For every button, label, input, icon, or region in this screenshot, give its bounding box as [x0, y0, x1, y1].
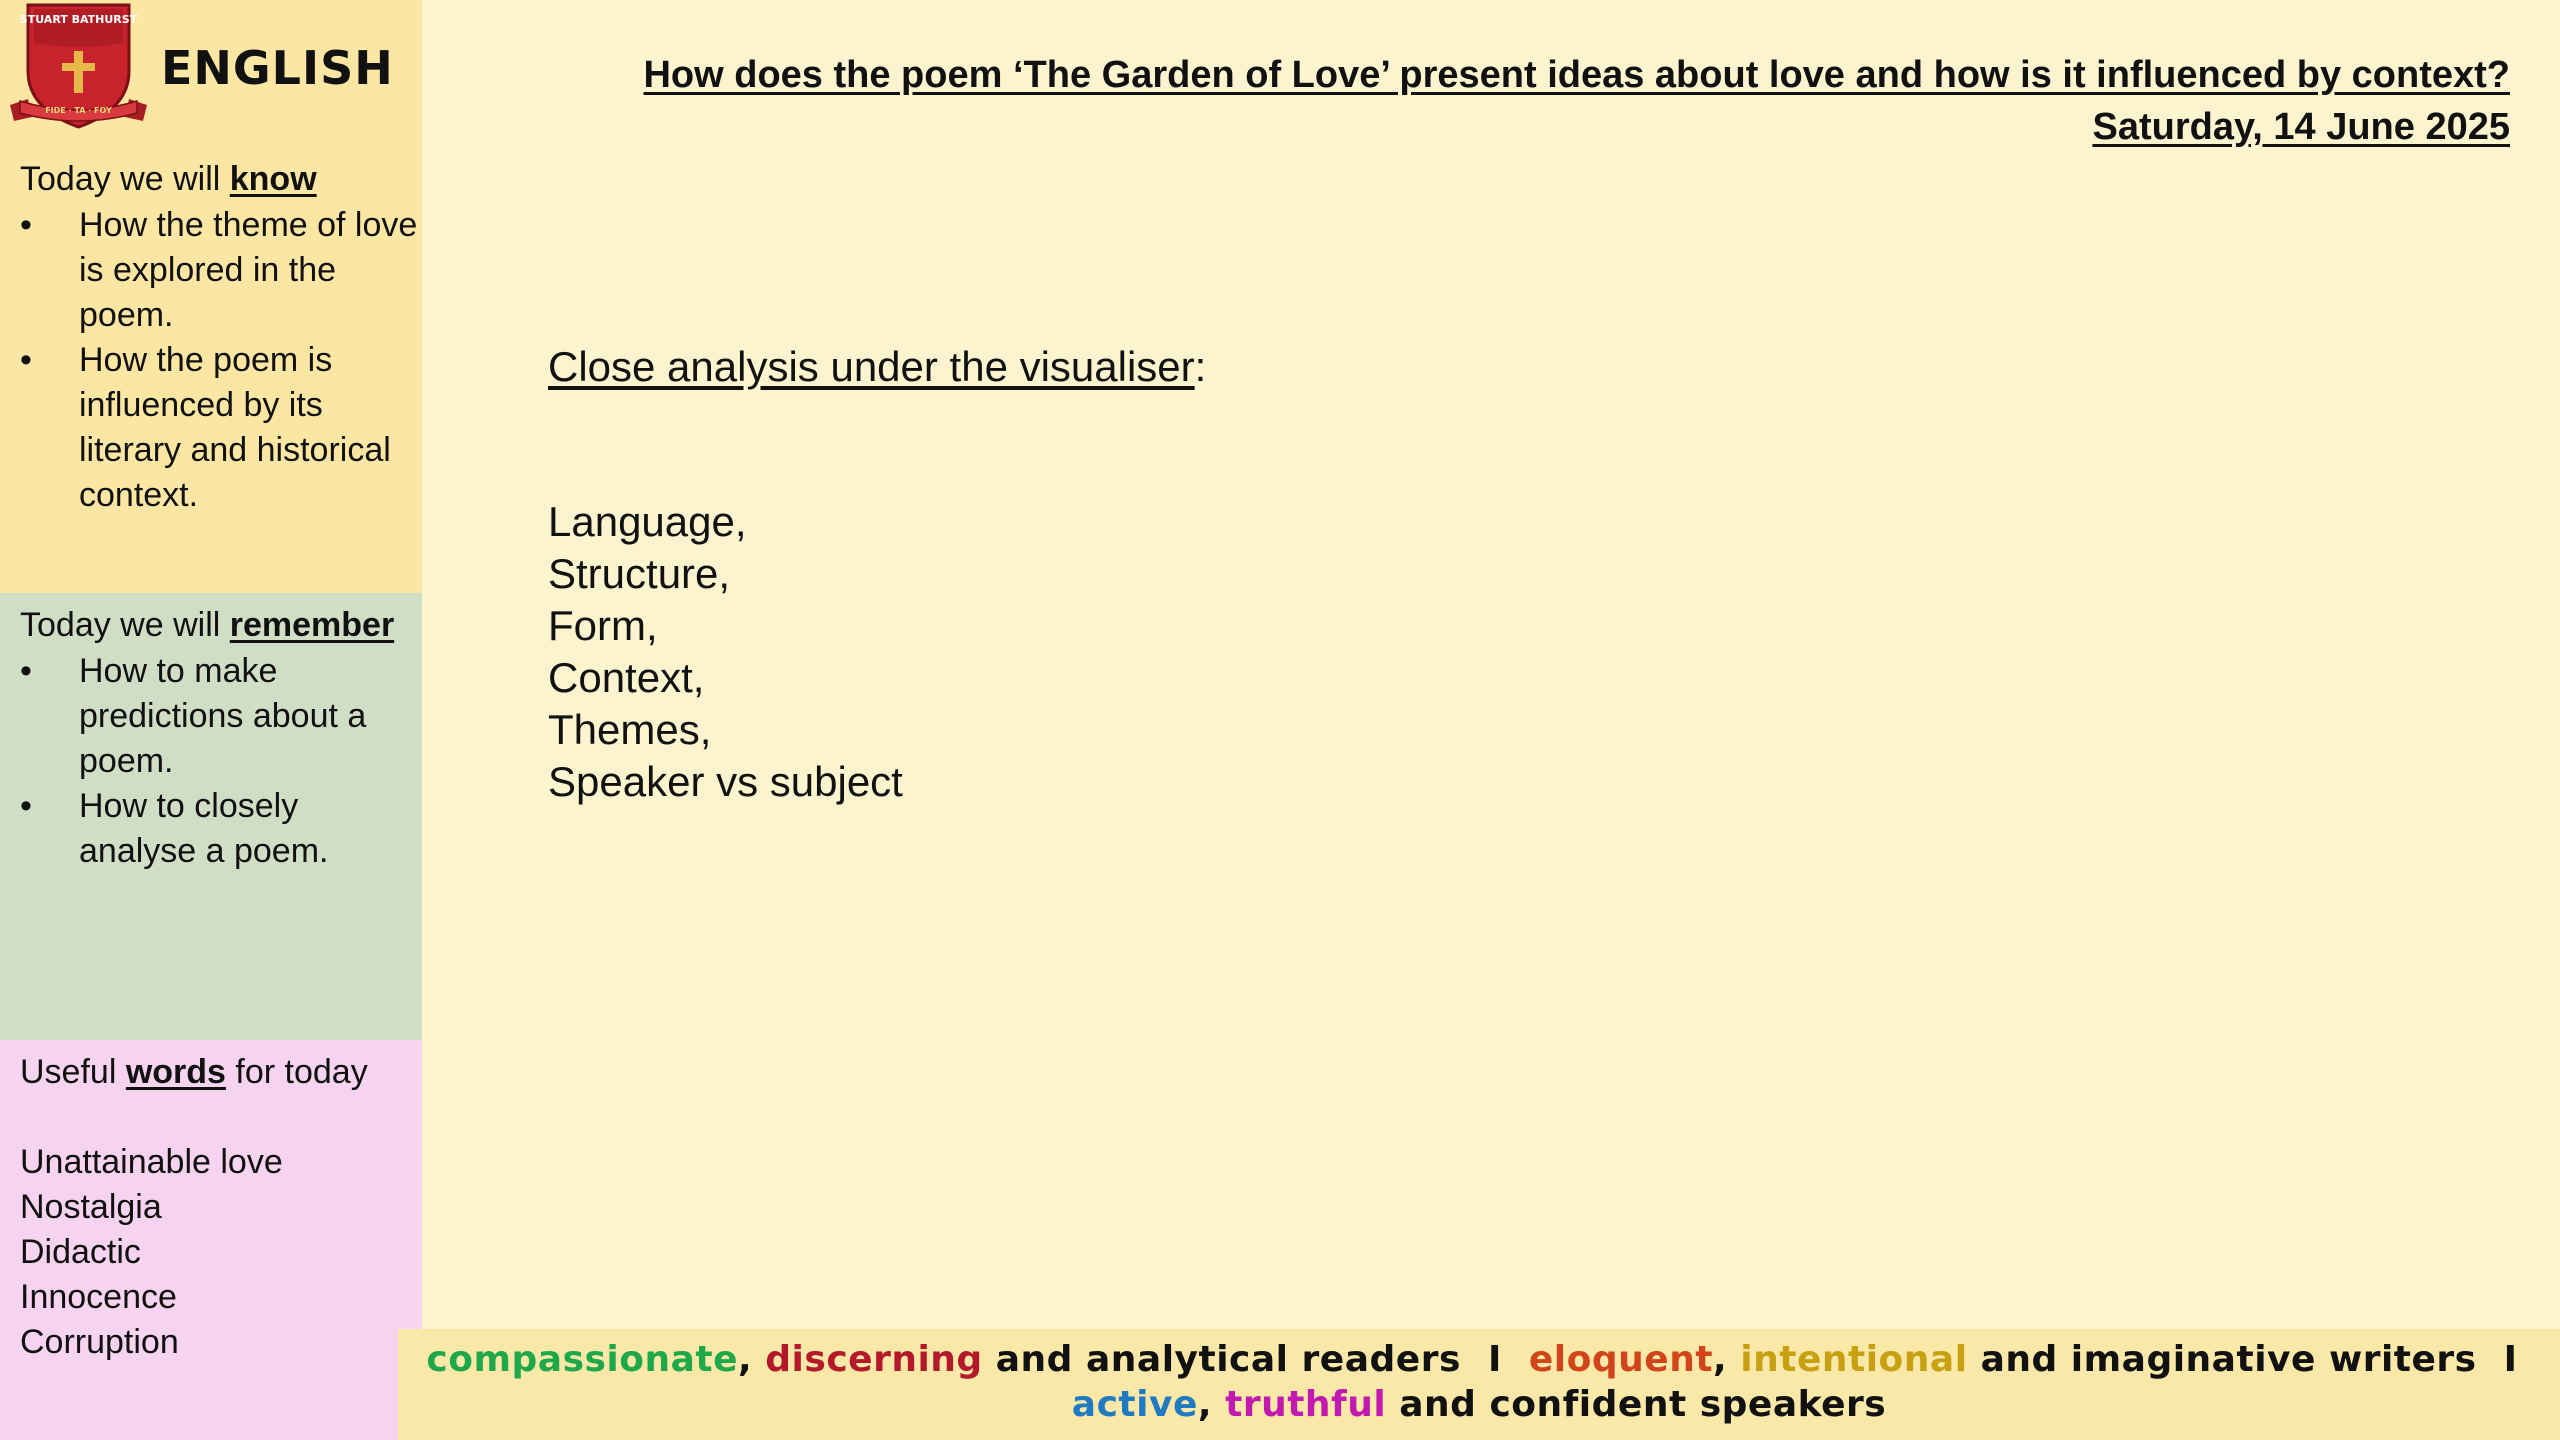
value-active: active [1071, 1384, 1198, 1425]
value-compassionate: compassionate [426, 1339, 739, 1380]
lesson-date: Saturday, 14 June 2025 [2092, 106, 2510, 148]
crest-text-top: STUART BATHURST [19, 13, 138, 26]
list-item [20, 203, 419, 338]
know-item-text: How the theme of love is explored in the poem. [79, 206, 418, 334]
know-heading-prefix: Today we will [20, 160, 230, 198]
list-item: Context, [548, 654, 705, 701]
words-list [20, 1140, 283, 1365]
activity-title [548, 340, 1206, 394]
list-item: Speaker vs subject [548, 758, 903, 805]
list-item: Form, [548, 602, 658, 649]
list-item: Nostalgia [20, 1188, 162, 1226]
know-heading-keyword: know [229, 160, 317, 198]
footer-line-1 [398, 1337, 2560, 1382]
footer-comma: , [738, 1339, 753, 1380]
activity-title-text: Close analysis under the visualiser [548, 343, 1195, 390]
footer-comma: , [1197, 1384, 1213, 1425]
remember-item-text: How to closely analyse a poem. [79, 787, 329, 870]
list-item: Themes, [548, 706, 712, 753]
list-item [20, 784, 419, 874]
footer-line-2 [398, 1382, 2560, 1427]
value-discerning: discerning [765, 1339, 983, 1380]
words-heading-prefix: Useful [20, 1053, 126, 1091]
focus-list [548, 496, 903, 808]
know-panel [0, 0, 422, 593]
footer-readers-text: and analytical readers [995, 1339, 1461, 1380]
list-item: Structure, [548, 550, 731, 597]
know-list [20, 203, 419, 518]
list-item [20, 338, 419, 518]
footer-separator: I [2503, 1339, 2518, 1380]
words-heading-keyword: words [125, 1053, 226, 1091]
bullet-icon: • [20, 652, 32, 690]
logo-row [6, 0, 394, 132]
footer-comma: , [1713, 1339, 1728, 1380]
values-footer [398, 1329, 2560, 1440]
remember-heading-prefix: Today we will [20, 606, 230, 644]
remember-list [20, 649, 419, 874]
know-heading [20, 157, 317, 201]
value-eloquent: eloquent [1528, 1339, 1714, 1380]
remember-panel [0, 593, 422, 1040]
list-item: Corruption [20, 1323, 179, 1361]
brand-title: ENGLISH [161, 41, 394, 95]
bullet-icon: • [20, 341, 32, 379]
footer-writers-text: and imaginative writers [1980, 1339, 2477, 1380]
crest-motto: FIDE · TA · FOY [45, 106, 112, 115]
list-item: Innocence [20, 1278, 177, 1316]
remember-item-text: How to make predictions about a poem. [79, 652, 367, 780]
value-truthful: truthful [1225, 1384, 1387, 1425]
list-item: Unattainable love [20, 1143, 283, 1181]
words-heading-suffix: for today [225, 1053, 368, 1091]
value-intentional: intentional [1740, 1339, 1968, 1380]
list-item: Language, [548, 498, 747, 545]
activity-title-colon: : [1194, 343, 1207, 390]
footer-separator: I [1487, 1339, 1502, 1380]
remember-heading-keyword: remember [229, 606, 395, 644]
words-heading [20, 1050, 368, 1094]
remember-heading [20, 603, 394, 647]
school-crest-icon [6, 1, 151, 131]
list-item: Didactic [20, 1233, 141, 1271]
footer-speakers-text: and confident speakers [1399, 1384, 1887, 1425]
bullet-icon: • [20, 206, 32, 244]
sidebar [0, 0, 422, 1440]
words-panel [0, 1040, 422, 1440]
lesson-title: How does the poem ‘The Garden of Love’ present ideas about love and how is it influenced by context? [643, 54, 2510, 96]
list-item [20, 649, 419, 784]
know-item-text: How the poem is influenced by its literary and historical context. [79, 341, 391, 514]
bullet-icon: • [20, 787, 32, 825]
